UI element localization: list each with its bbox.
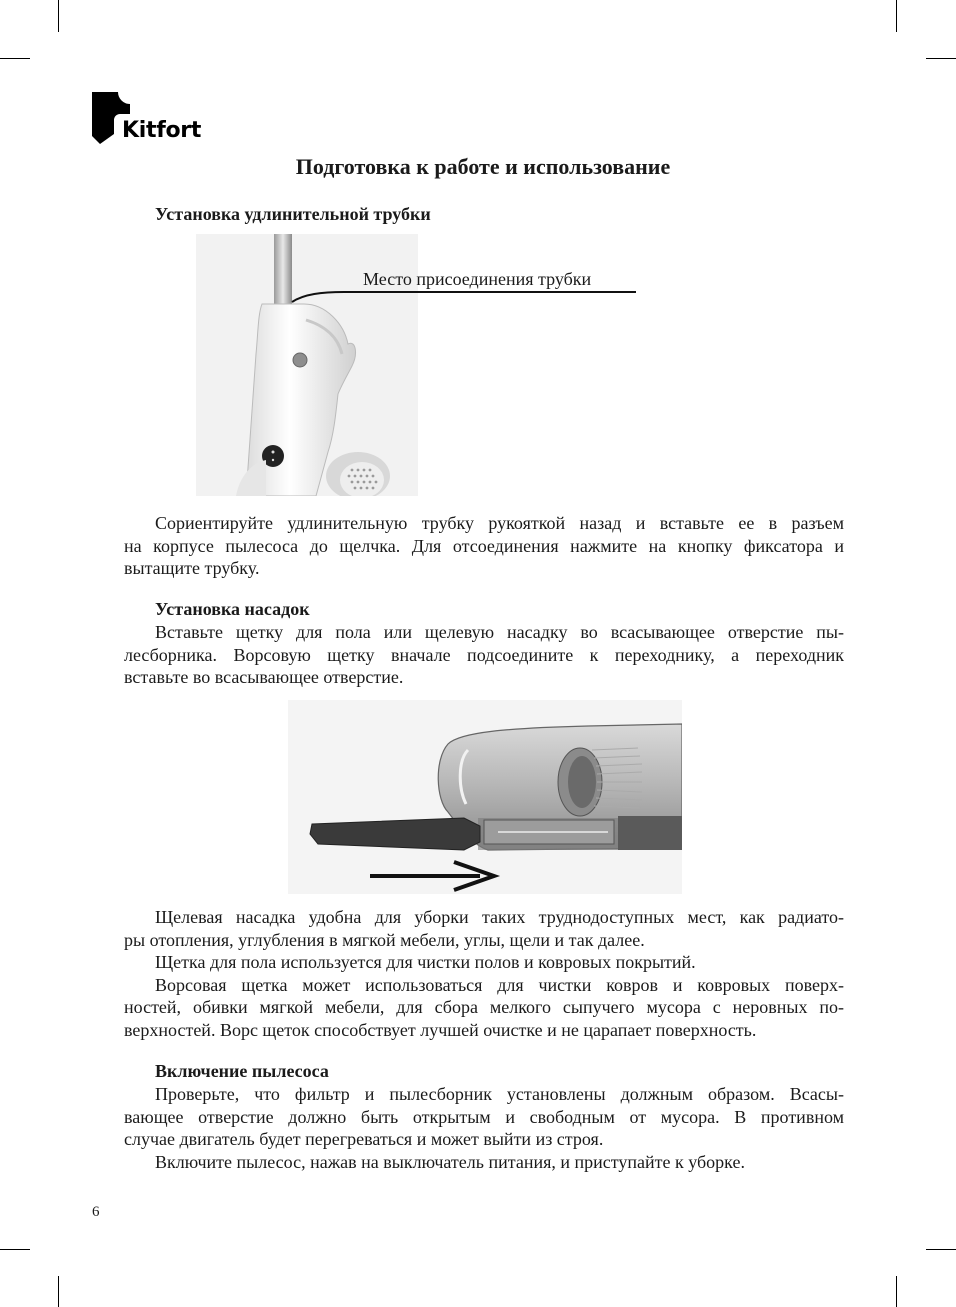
text-line: ры отопления, углубления в мягкой мебели, углы, щели и так далее. [124,929,645,950]
crop-mark [896,1276,897,1307]
text-line: вающее отверстие должно быть открытым и свободным от мусора. В противном [124,1106,844,1127]
text-line: Вставьте щетку для пола или щелевую насадку во всасывающее отверстие пы- [155,622,844,642]
text-line: Щетка для пола используется для чистки полов и ковровых покрытий. [155,952,696,972]
figure-callout-label: Место присоединения трубки [363,269,592,289]
crop-mark [58,0,59,32]
text-line: верхностей. Ворс щеток способствует лучшей очистке и не царапает поверхность. [124,1019,757,1040]
text-line: вытащите трубку. [124,558,260,578]
page-title: Подготовка к работе и использование [295,154,671,179]
text-line: Щелевая насадка удобна для уборки таких труднодоступных мест, как радиато- [155,907,844,927]
text-line: на корпусе пылесоса до щелчка. Для отсоединения нажмите на кнопку фиксатора и [124,535,844,556]
section-heading-tube: Установка удлинительной трубки [155,204,431,224]
text-line: случае двигатель будет перегреваться и может выйти из строя. [124,1129,604,1149]
brand-name: Kitfort [122,118,202,143]
text-line: ностей, обивки мягкой мебели, для сбора мелкого сыпучего мусора с неровных по- [124,997,844,1017]
text-line: вставьте во всасывающее отверстие. [124,667,404,687]
text-line: Проверьте, что фильтр и пылесборник установлены должным образом. Всасы- [155,1084,844,1104]
crop-mark [896,0,897,32]
paragraph-tube-install [124,512,844,580]
crop-mark [926,58,956,59]
crop-mark [926,1249,956,1250]
paragraph-nozzle-usage [124,906,844,1041]
page-number: 6 [92,1204,100,1220]
crop-mark [58,1276,59,1307]
text-line: Ворсовая щетка может использоваться для чистки ковров и ковровых поверх- [155,974,844,995]
crop-mark [0,1249,30,1250]
text-line: Сориентируйте удлинительную трубку рукояткой назад и вставьте ее в разъем [155,513,844,533]
crop-mark [0,58,30,59]
text-line: Включите пылесос, нажав на выключатель питания, и приступайте к уборке. [155,1151,745,1172]
section-heading-power-on: Включение пылесоса [155,1061,329,1081]
paragraph-nozzles-install [124,621,844,689]
section-heading-nozzles: Установка насадок [155,599,310,619]
paragraph-power-on [124,1083,844,1173]
crevice-nozzle-figure [288,700,682,894]
text-line: лесборника. Ворсовую щетку вначале подсоедините к переходнику, а переходник [124,644,844,665]
